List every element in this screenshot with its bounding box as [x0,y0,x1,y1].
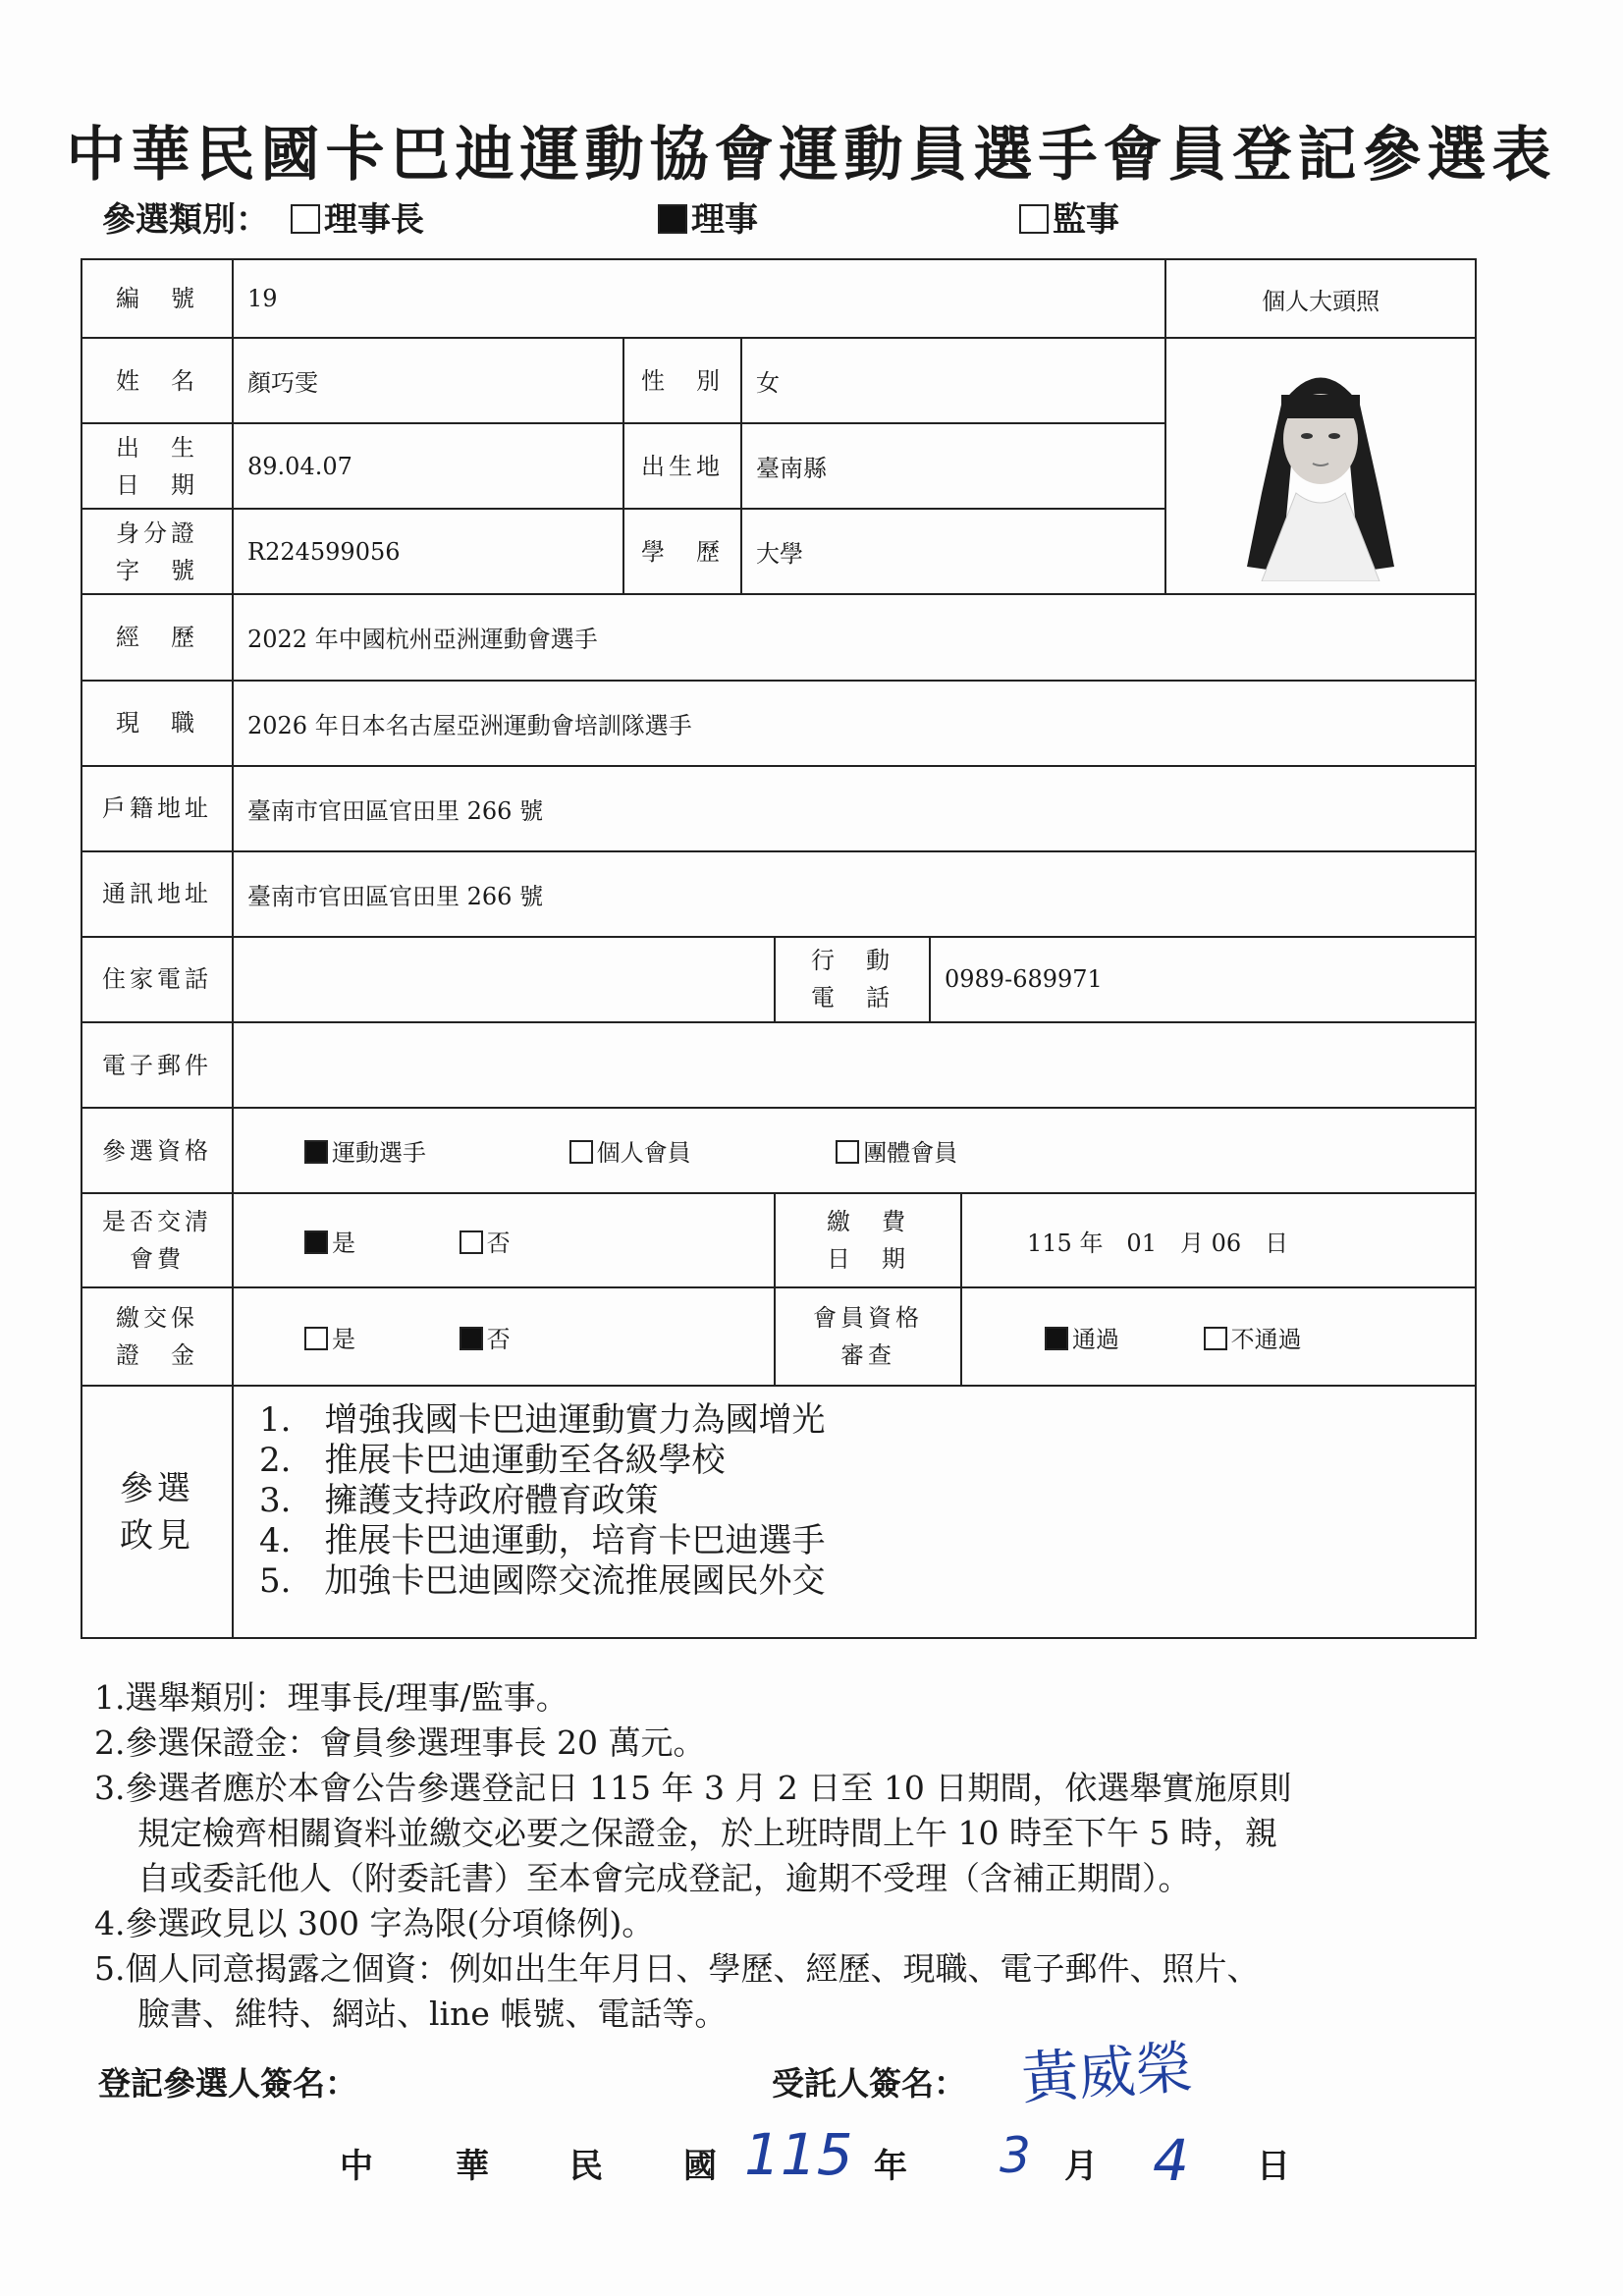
platform-list [233,1386,1476,1638]
current-job-label: 現 職 [81,681,233,766]
birthplace-value: 臺南縣 [741,423,1165,509]
note-item-continued: 規定檢齊相關資料並繳交必要之保證金，於上班時間上午 10 時至下午 5 時，親 [137,1814,1277,1852]
category-option-director[interactable]: 理事 [658,192,758,241]
form-title: 中華民國卡巴迪運動協會運動員選手會員登記參選表 [66,121,1557,190]
gender-value: 女 [741,338,1165,423]
experience-value: 2022 年中國杭州亞洲運動會選手 [233,594,1476,680]
birth-date-value: 89.04.07 [233,423,623,509]
checkbox-deposit-no-checked[interactable] [460,1327,483,1350]
name-label: 姓 名 [81,338,233,423]
current-job-value: 2026 年日本名古屋亞洲運動會培訓隊選手 [233,681,1476,766]
fee-paid-yes[interactable]: 是 [304,1224,452,1258]
qualification-options [233,1108,1476,1193]
checkbox-athlete-checked[interactable] [304,1140,328,1164]
id-number-value: R224599056 [233,509,623,594]
date-char-3: 民 [569,2147,603,2186]
proxy-signature-label: 受託人簽名： [772,2064,966,2103]
month-unit: 月 [1064,2147,1098,2186]
registration-form-table [81,258,1477,1639]
note-item: 1.選舉類別：理事長/理事/監事。 [94,1678,568,1717]
id-number-label: 身分證 字 號 [81,509,233,594]
date-char-4: 國 [683,2147,717,2186]
notes-section [94,1675,1488,2037]
deposit-options [233,1287,775,1386]
proxy-signature-handwritten: 黃威榮 [1019,2034,1195,2112]
headshot-photo [1165,338,1476,594]
checkbox-fee-yes-checked[interactable] [304,1230,328,1254]
checkbox-fail[interactable] [1204,1327,1227,1350]
name-value: 顏巧雯 [233,338,623,423]
year-unit: 年 [874,2147,907,2186]
membership-review-options [961,1287,1476,1386]
checkbox-deposit-yes[interactable] [304,1327,328,1350]
note-item: 4.參選政見以 300 字為限(分項條例)。 [94,1904,655,1942]
note-item-continued: 自或委託他人（附委託書）至本會完成登記，逾期不受理（含補正期間）。 [137,1859,1191,1897]
qualification-label: 參選資格 [81,1108,233,1193]
deposit-yes[interactable]: 是 [304,1320,452,1354]
checkbox-pass-checked[interactable] [1045,1327,1068,1350]
platform-item: 3. 擁護支持政府體育政策 [259,1481,659,1521]
portrait-image [1222,346,1419,581]
platform-item: 1. 增強我國卡巴迪運動實力為國增光 [259,1400,826,1441]
household-address-label: 戶籍地址 [81,766,233,851]
email-value [233,1022,1476,1108]
handwritten-month: 3 [1000,2127,1031,2184]
mailing-address-value: 臺南市官田區官田里 266 號 [233,851,1476,937]
deposit-label: 繳交保 證 金 [81,1287,233,1386]
checkbox-chairman[interactable] [291,204,320,234]
mobile-label: 行 動 電 話 [775,937,930,1022]
review-fail[interactable]: 不通過 [1204,1320,1302,1354]
home-phone-value [233,937,775,1022]
note-item: 3.參選者應於本會公告參選登記日 115 年 3 月 2 日至 10 日期間，依選舉實施原則 [94,1769,1292,1807]
qualification-option-group[interactable]: 團體會員 [836,1133,957,1168]
education-label: 學 歷 [623,509,741,594]
date-char-2: 華 [456,2147,489,2186]
note-item: 5.個人同意揭露之個資：例如出生年月日、學歷、經歷、現職、電子郵件、照片、 [94,1949,1260,1988]
number-value: 19 [233,259,1165,338]
platform-item: 5. 加強卡巴迪國際交流推展國民外交 [259,1561,826,1602]
note-item-continued: 臉書、維特、網站、line 帳號、電話等。 [137,1995,728,2033]
number-label: 編 號 [81,259,233,338]
education-value: 大學 [741,509,1165,594]
email-label: 電子郵件 [81,1022,233,1108]
gender-label: 性 別 [623,338,741,423]
category-option-chairman[interactable]: 理事長 [291,192,424,241]
note-item: 2.參選保證金：會員參選理事長 20 萬元。 [94,1723,706,1762]
handwritten-day: 4 [1153,2127,1189,2194]
payment-date-label: 繳 費 日 期 [775,1193,961,1287]
birthplace-label: 出生地 [623,423,741,509]
deposit-no[interactable]: 否 [460,1320,511,1354]
applicant-signature-label: 登記參選人簽名： [98,2064,357,2103]
membership-review-label: 會員資格 審查 [775,1287,961,1386]
category-option-supervisor[interactable]: 監事 [1019,192,1119,241]
fee-paid-label: 是否交清 會費 [81,1193,233,1287]
checkbox-individual[interactable] [569,1140,593,1164]
qualification-option-athlete[interactable]: 運動選手 [304,1133,562,1168]
platform-item: 2. 推展卡巴迪運動至各級學校 [259,1441,726,1481]
checkbox-supervisor[interactable] [1019,204,1049,234]
mailing-address-label: 通訊地址 [81,851,233,937]
fee-paid-options [233,1193,775,1287]
home-phone-label: 住家電話 [81,937,233,1022]
experience-label: 經 歷 [81,594,233,680]
birth-date-label: 出 生 日 期 [81,423,233,509]
qualification-option-individual[interactable]: 個人會員 [569,1133,829,1168]
date-char-1: 中 [340,2147,373,2186]
checkbox-director-checked[interactable] [658,204,687,234]
fee-paid-no[interactable]: 否 [460,1224,511,1258]
platform-item: 4. 推展卡巴迪運動，培育卡巴迪選手 [259,1521,826,1561]
review-pass[interactable]: 通過 [1045,1320,1196,1354]
category-label: 參選類別： [102,200,269,240]
checkbox-fee-no[interactable] [460,1230,483,1254]
mobile-value: 0989-689971 [930,937,1476,1022]
checkbox-group[interactable] [836,1140,859,1164]
payment-date-value: 115 年 01 月 06 日 [961,1193,1476,1287]
handwritten-year: 115 [744,2121,853,2188]
household-address-value: 臺南市官田區官田里 266 號 [233,766,1476,851]
day-unit: 日 [1257,2147,1290,2186]
photo-label: 個人大頭照 [1165,259,1476,338]
platform-label: 參選 政見 [81,1386,233,1638]
